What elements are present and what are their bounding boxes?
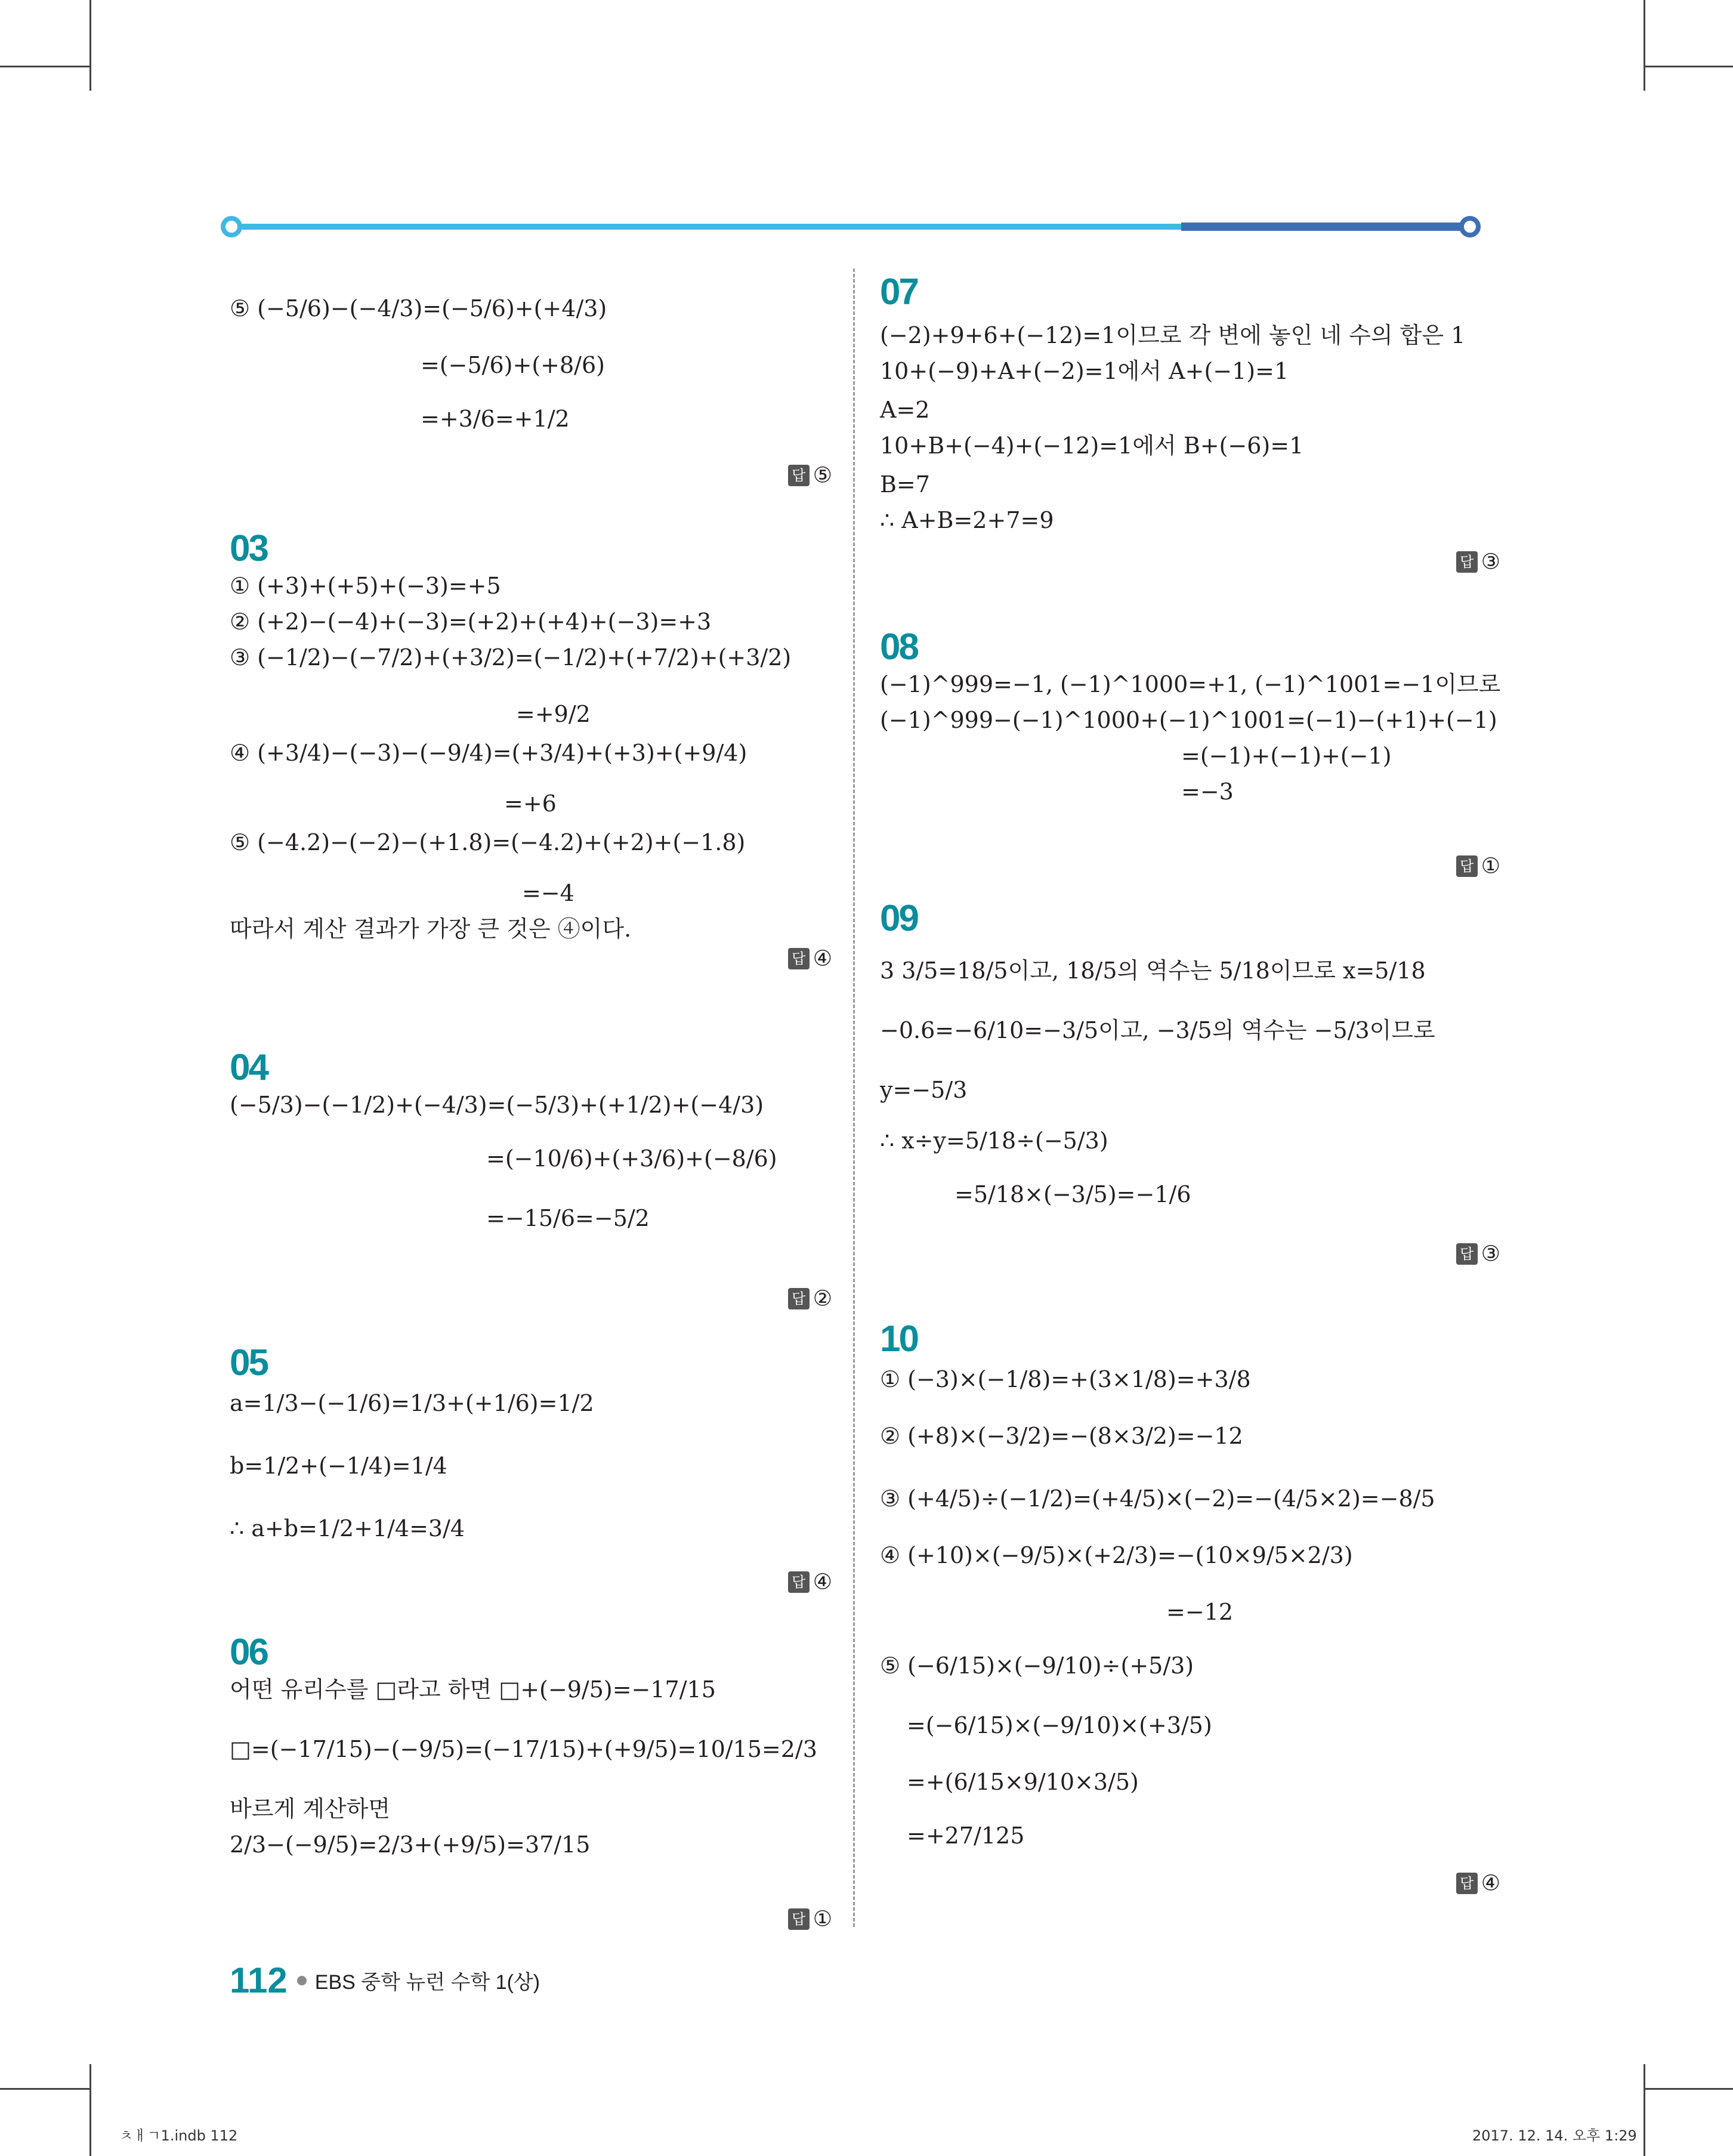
solution-line: ③ (−1/2)−(−7/2)+(+3/2)=(−1/2)+(+7/2)+(+3/2) — [230, 644, 792, 671]
problem-number: 10 — [880, 1318, 918, 1360]
solution-line: 10+(−9)+A+(−2)=1에서 A+(−1)=1 — [880, 358, 1289, 384]
solution-line: =−12 — [1166, 1599, 1234, 1625]
solution-line: 10+B+(−4)+(−12)=1에서 B+(−6)=1 — [880, 433, 1304, 459]
footer-bullet — [297, 1976, 307, 1985]
answer-mark-icon: 답 — [788, 1571, 810, 1593]
answer-badge — [1456, 1241, 1500, 1267]
solution-line: =(−10/6)+(+3/6)+(−8/6) — [486, 1145, 777, 1172]
answer-mark-icon: 답 — [788, 1288, 810, 1309]
page-footer — [230, 1960, 540, 2001]
solution-line: ⑤ (−4.2)−(−2)−(+1.8)=(−4.2)+(+2)+(−1.8) — [230, 829, 746, 855]
crop-mark — [89, 0, 91, 91]
solution-line: ④ (+10)×(−9/5)×(+2/3)=−(10×9/5×2/3) — [880, 1542, 1353, 1568]
answer-mark-icon: 답 — [1456, 551, 1478, 573]
solution-line: −0.6=−6/10=−3/5이고, −3/5의 역수는 −5/3이므로 — [880, 1017, 1435, 1043]
solution-line: 2/3−(−9/5)=2/3+(+9/5)=37/15 — [230, 1831, 591, 1858]
solution-line: □=(−17/15)−(−9/5)=(−17/15)+(+9/5)=10/15=2/3 — [230, 1736, 817, 1762]
solution-line: =(−5/6)+(+8/6) — [421, 352, 605, 378]
solution-line: ④ (+3/4)−(−3)−(−9/4)=(+3/4)+(+3)+(+9/4) — [230, 740, 747, 766]
answer-value: ② — [813, 1286, 832, 1311]
column-divider — [853, 268, 855, 1927]
solution-line: =+6 — [504, 790, 557, 817]
answer-badge — [788, 1286, 832, 1311]
solution-line: ∴ a+b=1/2+1/4=3/4 — [230, 1515, 465, 1542]
solution-line: =+3/6=+1/2 — [421, 406, 570, 432]
solution-line: ① (−3)×(−1/8)=+(3×1/8)=+3/8 — [880, 1366, 1251, 1392]
solution-line: =−15/6=−5/2 — [486, 1205, 650, 1231]
answer-badge — [788, 1569, 832, 1595]
solution-line: (−1)^999−(−1)^1000+(−1)^1001=(−1)−(+1)+(−1) — [880, 707, 1497, 733]
answer-mark-icon: 답 — [788, 948, 810, 969]
book-title: EBS 중학 뉴런 수학 1(상) — [314, 1971, 540, 1994]
problem-number: 08 — [880, 626, 918, 668]
answer-badge — [788, 462, 832, 488]
answer-badge — [788, 946, 832, 971]
solution-line: y=−5/3 — [880, 1077, 968, 1103]
solution-line: ③ (+4/5)÷(−1/2)=(+4/5)×(−2)=−(4/5×2)=−8/5 — [880, 1485, 1435, 1512]
problem-number: 07 — [880, 271, 918, 313]
print-slug-file: ㅊㅐㄱ1.indb 112 — [119, 2127, 238, 2144]
solution-line: 따라서 계산 결과가 가장 큰 것은 ④이다. — [230, 916, 632, 942]
solution-line: ∴ A+B=2+7=9 — [880, 507, 1054, 533]
solution-line: 바르게 계산하면 — [230, 1796, 391, 1822]
crop-mark — [0, 2088, 91, 2090]
solution-line: 3 3/5=18/5이고, 18/5의 역수는 5/18이므로 x=5/18 — [880, 957, 1426, 984]
answer-value: ① — [813, 1907, 832, 1932]
answer-badge — [1456, 1870, 1500, 1896]
solution-line: (−1)^999=−1, (−1)^1000=+1, (−1)^1001=−1이므로 — [880, 671, 1501, 697]
answer-badge — [1456, 549, 1500, 574]
header-bar — [221, 216, 1481, 237]
solution-line: =+(6/15×9/10×3/5) — [907, 1769, 1139, 1795]
solution-line: ⑤ (−6/15)×(−9/10)÷(+5/3) — [880, 1652, 1194, 1679]
answer-mark-icon: 답 — [788, 1908, 810, 1930]
answer-value: ① — [1481, 854, 1500, 879]
solution-line: (−5/3)−(−1/2)+(−4/3)=(−5/3)+(+1/2)+(−4/3) — [230, 1092, 764, 1118]
problem-number: 09 — [880, 898, 918, 939]
crop-mark — [1644, 2064, 1645, 2156]
solution-line: =−3 — [1181, 779, 1234, 805]
answer-badge — [1456, 853, 1500, 879]
answer-mark-icon: 답 — [1456, 1243, 1478, 1265]
crop-mark — [0, 66, 91, 67]
answer-value: ④ — [1481, 1871, 1500, 1896]
problem-number: 03 — [230, 528, 267, 569]
solution-line: 어떤 유리수를 □라고 하면 □+(−9/5)=−17/15 — [230, 1676, 716, 1703]
answer-badge — [788, 1906, 832, 1932]
solution-line: a=1/3−(−1/6)=1/3+(+1/6)=1/2 — [230, 1390, 594, 1416]
print-slug-timestamp: 2017. 12. 14. 오후 1:29 — [1472, 2127, 1637, 2144]
answer-value: ③ — [1481, 549, 1500, 574]
solution-line: =(−6/15)×(−9/10)×(+3/5) — [907, 1712, 1212, 1738]
answer-mark-icon: 답 — [1456, 855, 1478, 877]
answer-mark-icon: 답 — [788, 465, 810, 486]
answer-value: ④ — [813, 1570, 832, 1595]
solution-line: B=7 — [880, 471, 930, 498]
solution-line: ⑤ (−5/6)−(−4/3)=(−5/6)+(+4/3) — [230, 295, 607, 322]
answer-value: ④ — [813, 946, 832, 971]
solution-line: ① (+3)+(+5)+(−3)=+5 — [230, 573, 501, 599]
page-number: 112 — [230, 1960, 288, 2000]
answer-value: ③ — [1481, 1241, 1500, 1267]
crop-mark — [1644, 2088, 1733, 2090]
answer-value: ⑤ — [813, 463, 832, 488]
header-bar-dark — [1181, 223, 1468, 231]
solution-line: =−4 — [522, 880, 574, 906]
answer-mark-icon: 답 — [1456, 1873, 1478, 1894]
problem-number: 05 — [230, 1342, 267, 1383]
header-bar-right-dot — [1462, 218, 1478, 235]
crop-mark — [1644, 66, 1733, 67]
problem-number: 04 — [230, 1047, 267, 1088]
crop-mark — [1644, 0, 1645, 91]
solution-line: b=1/2+(−1/4)=1/4 — [230, 1453, 447, 1479]
crop-mark — [89, 2064, 91, 2156]
header-bar-light — [229, 224, 1243, 230]
solution-line: ② (+2)−(−4)+(−3)=(+2)+(+4)+(−3)=+3 — [230, 609, 712, 635]
solution-line: A=2 — [880, 397, 930, 423]
solution-line: ∴ x÷y=5/18÷(−5/3) — [880, 1128, 1108, 1154]
solution-line: =+9/2 — [516, 701, 591, 727]
header-bar-left-dot — [223, 218, 240, 235]
solution-line: =(−1)+(−1)+(−1) — [1181, 743, 1392, 769]
solution-line: (−2)+9+6+(−12)=1이므로 각 변에 놓인 네 수의 합은 1 — [880, 322, 1466, 348]
solution-line: ② (+8)×(−3/2)=−(8×3/2)=−12 — [880, 1423, 1243, 1449]
solution-line: =5/18×(−3/5)=−1/6 — [954, 1181, 1191, 1207]
problem-number: 06 — [230, 1632, 267, 1673]
solution-line: =+27/125 — [907, 1823, 1025, 1849]
